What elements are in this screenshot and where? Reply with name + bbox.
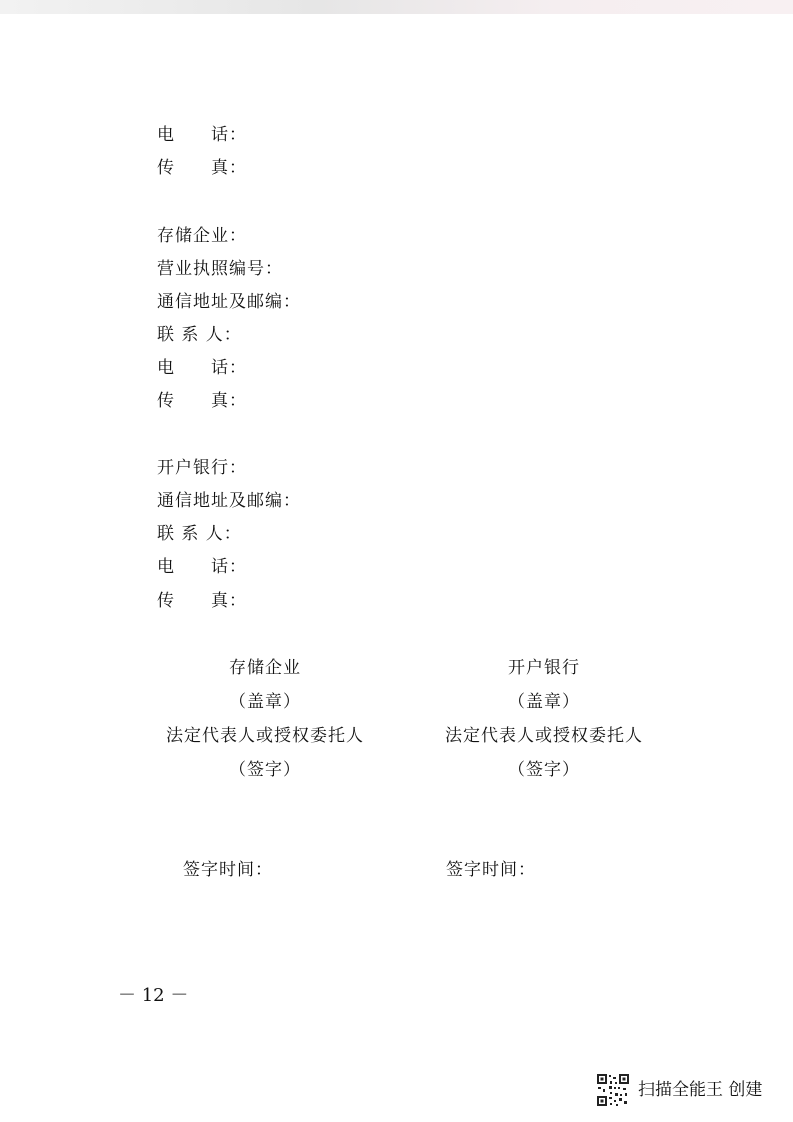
sign-note-right: （签字） <box>508 760 580 780</box>
sign-time-right: 签字时间： <box>446 860 536 880</box>
phone-label-3: 电 话： <box>157 557 247 577</box>
fax-label-2: 传 真： <box>157 391 247 411</box>
contact-label-2: 联 系 人： <box>157 524 242 544</box>
sign-time-left: 签字时间： <box>183 860 273 880</box>
scan-top-edge <box>0 0 793 14</box>
representative-left: 法定代表人或授权委托人 <box>166 726 364 746</box>
sign-note-left: （签字） <box>229 760 301 780</box>
phone-label-2: 电 话： <box>157 358 247 378</box>
bank-label: 开户银行： <box>157 458 247 478</box>
seal-note-right: （盖章） <box>508 692 580 712</box>
fax-label-3: 传 真： <box>157 591 247 611</box>
license-number-label: 营业执照编号： <box>157 259 283 279</box>
storage-company-title: 存储企业 <box>229 658 301 678</box>
contact-label-1: 联 系 人： <box>157 325 242 345</box>
address-label-2: 通信地址及邮编： <box>157 491 301 511</box>
page-number: － 12 － <box>118 985 189 1006</box>
address-label-1: 通信地址及邮编： <box>157 292 301 312</box>
seal-note-left: （盖章） <box>229 692 301 712</box>
bank-title: 开户银行 <box>508 658 580 678</box>
qr-code-icon <box>596 1073 630 1107</box>
phone-label-1: 电 话： <box>157 125 247 145</box>
fax-label-1: 传 真： <box>157 158 247 178</box>
representative-right: 法定代表人或授权委托人 <box>445 726 643 746</box>
storage-company-label: 存储企业： <box>157 226 247 246</box>
scanner-watermark: 扫描全能王 创建 <box>638 1080 763 1100</box>
